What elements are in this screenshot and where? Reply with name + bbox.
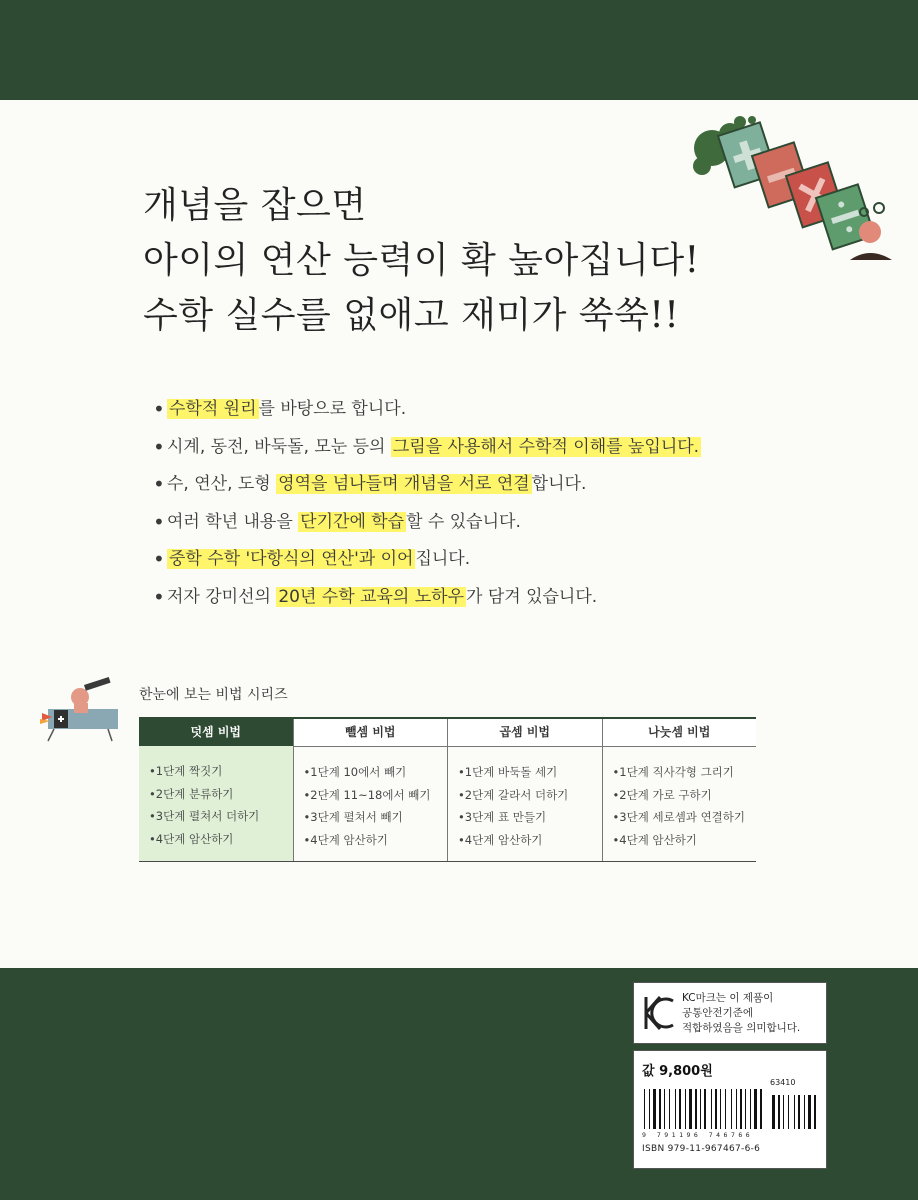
series-column-header: 곱셈 비법 xyxy=(448,719,602,747)
bullet-dot: • xyxy=(153,584,165,609)
series-step: •1단계 직사각형 그리기 xyxy=(612,765,734,779)
math-tiles-illustration xyxy=(690,112,900,272)
kc-notice-line: 적합하였음을 의미합니다. xyxy=(682,1022,801,1034)
feature-item xyxy=(153,469,701,507)
bullet-dot: • xyxy=(153,472,165,496)
series-column-multiplication xyxy=(447,719,602,861)
feature-item xyxy=(153,394,701,432)
feature-text: 저자 강미선의 xyxy=(167,586,277,607)
feature-text: 시계, 동전, 바둑돌, 모눈 등의 xyxy=(167,436,391,457)
series-title: 한눈에 보는 비법 시리즈 xyxy=(139,687,288,703)
series-step: •2단계 가로 구하기 xyxy=(612,787,712,802)
series-step: •2단계 11~18에서 빼기 xyxy=(303,787,431,802)
feature-highlight: 중학 수학 '다항식의 연산'과 이어 xyxy=(169,549,414,569)
series-step: •3단계 펼쳐서 빼기 xyxy=(303,810,403,824)
series-column-subtraction xyxy=(293,719,448,861)
headline-line-2: 아이의 연산 능력이 확 높아집니다! xyxy=(143,240,700,281)
series-step: •1단계 짝짓기 xyxy=(149,764,223,778)
headline xyxy=(143,178,700,343)
feature-highlight: 단기간에 학습 xyxy=(300,511,405,532)
feature-item xyxy=(153,507,701,545)
series-step: •1단계 바둑돌 세기 xyxy=(458,765,558,779)
kc-certification-box xyxy=(633,982,827,1044)
feature-text: 수, 연산, 도형 xyxy=(167,474,277,494)
barcode-addon: 63410 xyxy=(770,1078,796,1087)
telescope-kid-illustration xyxy=(40,675,120,745)
headline-line-1: 개념을 잡으면 xyxy=(143,185,367,226)
series-step: •2단계 갈라서 더하기 xyxy=(458,787,569,802)
feature-highlight: 영역을 넘나들며 개념을 서로 연결 xyxy=(278,474,530,494)
series-step: •2단계 분류하기 xyxy=(149,786,234,801)
feature-list xyxy=(153,394,701,619)
series-column-addition xyxy=(139,719,293,861)
feature-text: 여러 학년 내용을 xyxy=(167,511,299,532)
series-step: •4단계 암산하기 xyxy=(458,832,543,847)
bullet-dot: • xyxy=(153,397,165,421)
top-green-band xyxy=(0,0,918,100)
price-barcode-box xyxy=(633,1050,827,1169)
series-column-header: 뺄셈 비법 xyxy=(294,719,448,747)
feature-item xyxy=(153,582,701,620)
price: 값 9,800원 xyxy=(642,1064,713,1079)
feature-item xyxy=(153,432,701,470)
feature-item xyxy=(153,544,701,582)
feature-text: 를 바탕으로 합니다. xyxy=(258,399,407,419)
series-column-header: 나눗셈 비법 xyxy=(603,719,757,747)
series-step: •3단계 펼쳐서 더하기 xyxy=(149,809,260,823)
feature-highlight: 20년 수학 교육의 노하우 xyxy=(278,586,464,607)
feature-highlight: 수학적 원리 xyxy=(169,399,257,419)
kc-notice-line: KC마크는 이 제품이 xyxy=(682,992,774,1004)
barcode-digits: 9 791196 746766 xyxy=(642,1131,754,1139)
series-step: •3단계 세로셈과 연결하기 xyxy=(612,810,745,824)
feature-text: 합니다. xyxy=(531,474,587,494)
feature-highlight: 그림을 사용해서 수학적 이해를 높입니다. xyxy=(392,436,700,457)
series-step: •4단계 암산하기 xyxy=(149,831,234,846)
kc-mark-icon xyxy=(642,993,676,1033)
feature-text: 할 수 있습니다. xyxy=(406,511,521,532)
barcode-image xyxy=(642,1089,818,1131)
kc-notice xyxy=(682,991,800,1036)
bullet-dot: • xyxy=(153,509,165,534)
bullet-dot: • xyxy=(153,434,165,459)
kc-notice-line: 공통안전기준에 xyxy=(682,1007,754,1019)
series-step: •4단계 암산하기 xyxy=(303,832,388,847)
series-column-header: 덧셈 비법 xyxy=(139,719,293,746)
feature-text: 가 담겨 있습니다. xyxy=(466,586,598,607)
isbn: ISBN 979-11-967467-6-6 xyxy=(642,1144,761,1154)
series-step: •3단계 표 만들기 xyxy=(458,810,547,824)
series-step: •1단계 10에서 빼기 xyxy=(303,765,407,779)
series-step: •4단계 암산하기 xyxy=(612,832,697,847)
series-table xyxy=(139,717,756,862)
headline-line-3: 수학 실수를 없애고 재미가 쑥쑥!! xyxy=(143,295,680,336)
feature-text: 집니다. xyxy=(415,549,471,569)
bullet-dot: • xyxy=(153,547,165,571)
series-column-division xyxy=(602,719,757,861)
